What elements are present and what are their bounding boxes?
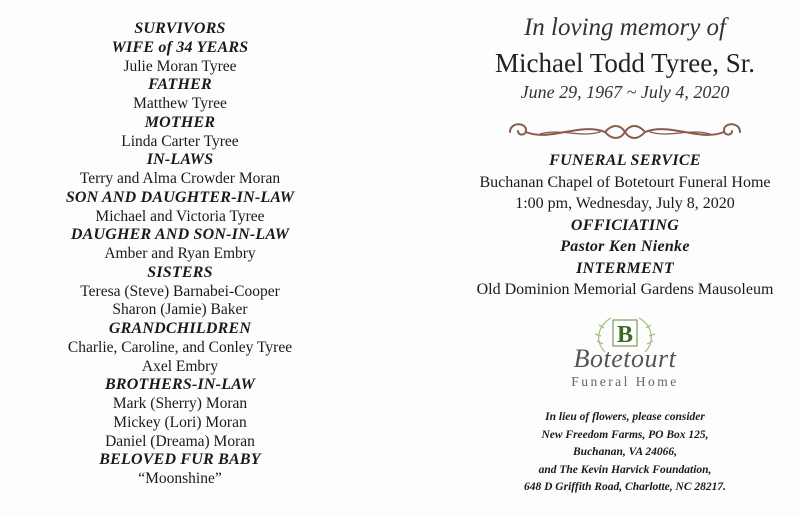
survivor-heading: IN-LAWS: [146, 151, 214, 169]
survivor-name: Sharon (Jamie) Baker: [112, 301, 248, 319]
survivor-heading: BROTHERS-IN-LAW: [105, 376, 255, 394]
survivor-heading: SON AND DAUGHTER-IN-LAW: [65, 188, 295, 206]
notice-line: Buchanan, VA 24066,: [573, 446, 677, 458]
logo-name: Botetourt: [573, 344, 677, 373]
service-heading: INTERMENT: [576, 259, 674, 277]
in-lieu-notice: [455, 409, 795, 497]
logo-letter: B: [616, 322, 634, 348]
service-detail: Buchanan Chapel of Botetourt Funeral Home: [479, 173, 771, 191]
survivor-heading: DAUGHER AND SON-IN-LAW: [70, 226, 290, 244]
service-heading: OFFICIATING: [570, 216, 680, 234]
survivor-name: Michael and Victoria Tyree: [95, 207, 265, 225]
survivor-heading: SISTERS: [147, 263, 213, 281]
survivors-panel: [30, 20, 330, 489]
survivor-name: Julie Moran Tyree: [123, 57, 237, 75]
survivor-heading: FATHER: [148, 76, 212, 94]
survivor-name: Mickey (Lori) Moran: [113, 413, 247, 431]
service-details: [455, 150, 795, 301]
survivor-name: Terry and Alma Crowder Moran: [79, 170, 281, 187]
notice-line: In lieu of flowers, please consider: [545, 411, 705, 423]
memory-line: In loving memory of: [523, 14, 727, 41]
survivor-name: “Moonshine”: [138, 470, 222, 487]
survivor-name: Charlie, Caroline, and Conley Tyree: [67, 338, 293, 356]
flourish-divider-icon: [500, 114, 750, 150]
survivor-name: Mark (Sherry) Moran: [112, 395, 248, 412]
survivor-name: Matthew Tyree: [133, 95, 227, 112]
survivor-name: Amber and Ryan Embry: [104, 245, 256, 262]
deceased-name: Michael Todd Tyree, Sr.: [495, 48, 755, 78]
logo-subtitle: Funeral Home: [571, 374, 679, 389]
notice-line: 648 D Griffith Road, Charlotte, NC 28217.: [523, 481, 727, 493]
service-heading: Pastor Ken Nienke: [560, 238, 690, 255]
survivor-heading: MOTHER: [144, 113, 216, 131]
survivor-heading: BELOVED FUR BABY: [99, 451, 261, 469]
notice-line: and The Kevin Harvick Foundation,: [538, 463, 712, 476]
survivor-name: Daniel (Dreama) Moran: [105, 432, 255, 450]
survivor-name: Linda Carter Tyree: [121, 132, 239, 150]
life-dates: June 29, 1967 ~ July 4, 2020: [520, 82, 730, 102]
survivor-name: Teresa (Steve) Barnabei-Cooper: [80, 282, 280, 300]
service-detail: Old Dominion Memorial Gardens Mausoleum: [476, 281, 774, 298]
survivor-heading: SURVIVORS: [134, 20, 226, 37]
survivor-heading: GRANDCHILDREN: [108, 320, 252, 337]
service-detail: 1:00 pm, Wednesday, July 8, 2020: [515, 195, 735, 212]
notice-line: New Freedom Farms, PO Box 125,: [541, 428, 709, 441]
service-heading: FUNERAL SERVICE: [549, 152, 701, 169]
survivor-heading: WIFE of 34 YEARS: [111, 38, 249, 56]
survivor-name: Axel Embry: [141, 357, 219, 375]
